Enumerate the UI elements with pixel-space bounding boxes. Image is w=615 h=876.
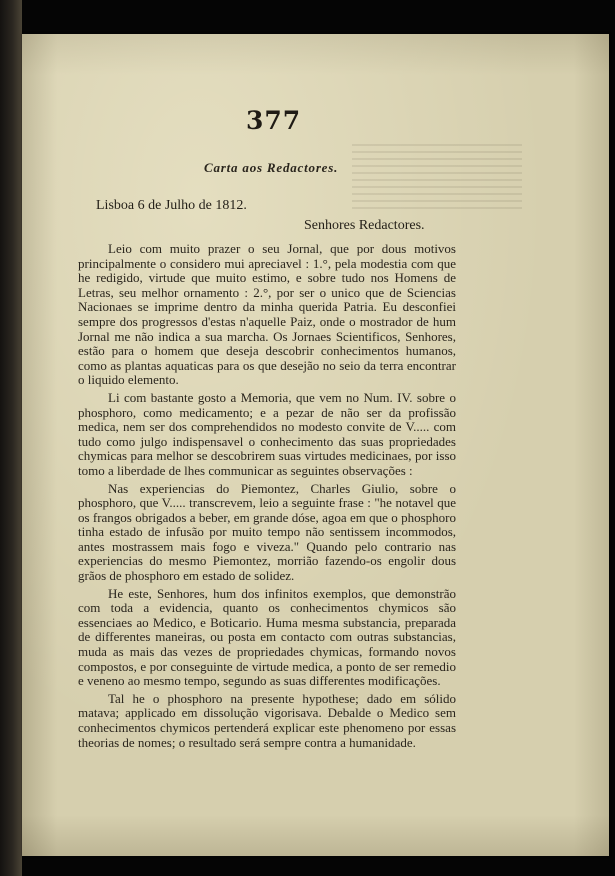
- book-page: [22, 34, 609, 856]
- page-number: 377: [246, 106, 302, 135]
- book-binding-edge: [0, 0, 22, 876]
- paragraph-3: Nas experiencias do Piemontez, Charles Giulio, sobre o phosphoro, que V..... transcrevem, leio a seguinte frase : "he notavel que os frangos obrigados a beber, em grande dóse, agoa em que o phosphoro tinha estado de infusão por muito tempo não sentissem incommodos, antes mostrassem mais fogo e viveza." Quando pelo contrario nas experiencias do mesmo Piemontez, morrião fazendo-os engolir dous grãos de phosphoro em estado de solidez.: [78, 480, 456, 584]
- paragraph-5: Tal he o phosphoro na presente hypothese; dado em sólido matava; applicado em dissolução vigorisava. Debalde o Medico sem conhecimentos chymicos pertenderá explicar este phenomeno por essas theorias de nomes; o resultado será sempre contra a humanidade.: [78, 690, 456, 750]
- paragraph-4: He este, Senhores, hum dos infinitos exemplos, que demonstrão com toda a evidencia, quanto os conhecimentos chymicos são essenciaes ao Medico, e Boticario. Huma mesma substancia, preparada de differentes maneiras, ou posta em contacto com outras substancias, muda as mais das vezes de propriedades chymicas, formando novos compostos, e por conseguinte de virtude medica, a ponto de ser remedio e veneno ao mesmo tempo, segundo as suas differentes modificações.: [78, 585, 456, 689]
- show-through-texture: [352, 144, 522, 214]
- paragraph-1: Leio com muito prazer o seu Jornal, que por dous motivos principalmente o considero mui apreciavel : 1.°, pela modestia com que he redigido, virtude que muito estimo, e sobre tudo nos Homens de Letras, seu melhor ornamento : 2.°, por ser o unico que de Sciencias Nacionaes se imprime dentro da minha querida Patria. Eu desconfiei sempre dos progressos d'estas n'aquelle Paiz, onde o mostrador de hum Jornal me não indica a sua marcha. Os Jornaes Scientificos, Senhores, estão para o homem que deseja descobrir conhecimentos humanos, como as plantas aquaticas para os que desejão no seio da terra encontrar o liquido elemento.: [78, 241, 456, 388]
- paragraph-2: Li com bastante gosto a Memoria, que vem no Num. IV. sobre o phosphoro, como medicamento; e a pezar de não ser da profissão medica, nem ser dos comprehendidos no modesto convite de V..... com tudo como julgo indispensavel o conhecimento das suas propriedades chymicas para melhor se descobrirem suas virtudes medicinaes, por isso tomo a liberdade de lhes communicar as seguintes observações :: [78, 389, 456, 478]
- letter-heading: Carta aos Redactores.: [204, 160, 339, 175]
- letter-body: [78, 242, 456, 753]
- letter-salutation: Senhores Redactores.: [304, 218, 425, 233]
- letter-dateline: Lisboa 6 de Julho de 1812.: [96, 198, 247, 213]
